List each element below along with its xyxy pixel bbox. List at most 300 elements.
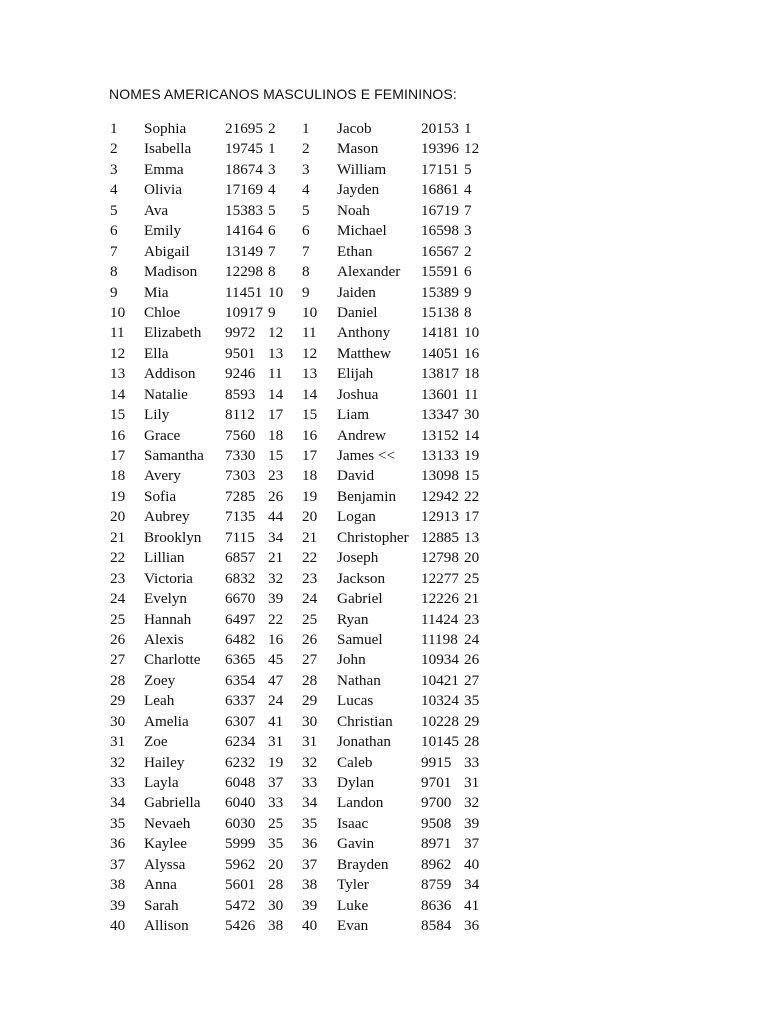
female-previous-rank: 12 xyxy=(268,324,284,342)
male-count: 10421 xyxy=(421,671,459,689)
female-name: Victoria xyxy=(144,569,193,587)
female-previous-rank: 17 xyxy=(268,406,284,424)
table-row xyxy=(0,773,768,793)
female-count: 8112 xyxy=(225,406,255,424)
female-name: Kaylee xyxy=(144,835,188,853)
male-rank: 2 xyxy=(302,140,310,158)
male-name: Gabriel xyxy=(337,590,383,608)
table-row xyxy=(0,303,768,323)
male-rank: 10 xyxy=(302,303,318,321)
female-name: Olivia xyxy=(144,181,182,199)
female-rank: 6 xyxy=(110,222,118,240)
female-previous-rank: 34 xyxy=(268,528,284,546)
table-row xyxy=(0,610,768,630)
male-rank: 27 xyxy=(302,651,318,669)
male-rank: 5 xyxy=(302,201,310,219)
female-name: Nevaeh xyxy=(144,814,191,832)
female-count: 6337 xyxy=(225,692,256,710)
female-count: 6354 xyxy=(225,671,256,689)
male-rank: 26 xyxy=(302,630,318,648)
male-count: 20153 xyxy=(421,120,459,137)
male-name: Landon xyxy=(337,794,384,812)
female-name: Alexis xyxy=(144,630,184,648)
male-previous-rank: 12 xyxy=(464,140,480,158)
female-name: Ella xyxy=(144,344,169,362)
female-rank: 25 xyxy=(110,610,126,628)
female-name: Grace xyxy=(144,426,181,444)
table-row xyxy=(0,589,768,609)
female-rank: 5 xyxy=(110,201,118,219)
male-count: 13601 xyxy=(421,385,459,403)
female-name: Charlotte xyxy=(144,651,201,669)
male-count: 11424 xyxy=(421,610,459,628)
male-name: Elijah xyxy=(337,365,374,383)
names-list xyxy=(0,119,768,937)
female-rank: 38 xyxy=(110,876,126,894)
female-name: Madison xyxy=(144,263,198,281)
female-previous-rank: 35 xyxy=(268,835,284,853)
male-rank: 21 xyxy=(302,528,318,546)
female-name: Evelyn xyxy=(144,590,188,608)
table-row xyxy=(0,487,768,507)
male-previous-rank: 30 xyxy=(464,406,480,424)
male-rank: 30 xyxy=(302,712,318,730)
female-count: 18674 xyxy=(225,160,263,178)
female-name: Gabriella xyxy=(144,794,201,812)
male-name: Evan xyxy=(337,917,369,935)
male-name: Joshua xyxy=(337,385,379,403)
male-rank: 3 xyxy=(302,160,310,178)
female-rank: 12 xyxy=(110,344,126,362)
female-name: Emma xyxy=(144,160,184,178)
female-name: Zoe xyxy=(144,733,168,751)
female-count: 9972 xyxy=(225,324,256,342)
table-row xyxy=(0,855,768,875)
female-rank: 35 xyxy=(110,814,126,832)
female-name: Sarah xyxy=(144,896,179,914)
male-previous-rank: 13 xyxy=(464,528,480,546)
male-rank: 40 xyxy=(302,917,318,935)
female-count: 10917 xyxy=(225,303,263,321)
female-previous-rank: 20 xyxy=(268,855,284,873)
table-row xyxy=(0,344,768,364)
male-rank: 13 xyxy=(302,365,318,383)
female-previous-rank: 22 xyxy=(268,610,284,628)
table-row xyxy=(0,569,768,589)
male-previous-rank: 22 xyxy=(464,487,480,505)
male-name: Alexander xyxy=(337,263,401,281)
male-name: Jackson xyxy=(337,569,386,587)
male-name: David xyxy=(337,467,375,485)
male-count: 9701 xyxy=(421,774,452,791)
male-previous-rank: 33 xyxy=(464,753,480,771)
male-rank: 16 xyxy=(302,426,318,444)
male-name: Luke xyxy=(337,896,369,914)
male-rank: 31 xyxy=(302,733,318,751)
female-previous-rank: 28 xyxy=(268,876,284,894)
female-previous-rank: 21 xyxy=(268,549,284,567)
female-previous-rank: 2 xyxy=(268,120,276,137)
male-rank: 35 xyxy=(302,814,318,832)
female-rank: 16 xyxy=(110,426,126,444)
male-previous-rank: 15 xyxy=(464,467,480,485)
male-rank: 17 xyxy=(302,447,318,464)
male-name: Dylan xyxy=(337,774,375,791)
table-row xyxy=(0,507,768,527)
female-count: 6832 xyxy=(225,569,256,587)
female-name: Avery xyxy=(144,467,181,485)
male-count: 16567 xyxy=(421,242,459,260)
female-name: Addison xyxy=(144,365,196,383)
table-row xyxy=(0,364,768,384)
male-name: Tyler xyxy=(337,876,369,894)
female-count: 7115 xyxy=(225,528,255,546)
female-rank: 29 xyxy=(110,692,126,710)
female-count: 7285 xyxy=(225,487,256,505)
male-name: Mason xyxy=(337,140,379,158)
male-name: Samuel xyxy=(337,630,383,648)
female-name: Natalie xyxy=(144,385,188,403)
female-previous-rank: 37 xyxy=(268,774,284,791)
female-rank: 22 xyxy=(110,549,126,567)
male-name: Christian xyxy=(337,712,393,730)
female-previous-rank: 39 xyxy=(268,590,284,608)
male-count: 9700 xyxy=(421,794,452,812)
female-previous-rank: 15 xyxy=(268,447,284,464)
female-previous-rank: 19 xyxy=(268,753,284,771)
male-rank: 29 xyxy=(302,692,318,710)
table-row xyxy=(0,446,768,466)
male-count: 9508 xyxy=(421,814,452,832)
male-count: 10934 xyxy=(421,651,459,669)
female-rank: 19 xyxy=(110,487,126,505)
male-rank: 1 xyxy=(302,120,310,137)
male-previous-rank: 8 xyxy=(464,303,472,321)
male-previous-rank: 25 xyxy=(464,569,480,587)
male-name: Ethan xyxy=(337,242,373,260)
female-count: 5426 xyxy=(225,917,256,935)
male-rank: 32 xyxy=(302,753,318,771)
male-name: Michael xyxy=(337,222,387,240)
female-count: 6857 xyxy=(225,549,256,567)
male-name: Christopher xyxy=(337,528,409,546)
table-row xyxy=(0,242,768,262)
female-name: Zoey xyxy=(144,671,176,689)
female-previous-rank: 9 xyxy=(268,303,276,321)
female-rank: 37 xyxy=(110,855,126,873)
table-row xyxy=(0,385,768,405)
female-rank: 9 xyxy=(110,283,118,301)
female-count: 6234 xyxy=(225,733,256,751)
female-previous-rank: 23 xyxy=(268,467,284,485)
female-count: 7303 xyxy=(225,467,256,485)
female-rank: 31 xyxy=(110,733,126,751)
female-previous-rank: 6 xyxy=(268,222,276,240)
male-count: 15389 xyxy=(421,283,459,301)
table-row xyxy=(0,834,768,854)
female-rank: 20 xyxy=(110,508,126,526)
female-rank: 26 xyxy=(110,630,126,648)
female-count: 15383 xyxy=(225,201,263,219)
female-rank: 18 xyxy=(110,467,126,485)
male-count: 12885 xyxy=(421,528,459,546)
female-previous-rank: 11 xyxy=(268,365,283,383)
male-rank: 4 xyxy=(302,181,310,199)
female-count: 6670 xyxy=(225,590,256,608)
table-row xyxy=(0,528,768,548)
male-name: Jayden xyxy=(337,181,380,199)
female-name: Layla xyxy=(144,774,179,791)
male-name: Liam xyxy=(337,406,370,424)
female-rank: 13 xyxy=(110,365,126,383)
male-count: 15591 xyxy=(421,263,459,281)
male-rank: 24 xyxy=(302,590,318,608)
male-name: Benjamin xyxy=(337,487,397,505)
male-count: 16719 xyxy=(421,201,459,219)
female-previous-rank: 16 xyxy=(268,630,284,648)
male-previous-rank: 6 xyxy=(464,263,472,281)
female-previous-rank: 25 xyxy=(268,814,284,832)
female-name: Allison xyxy=(144,917,189,935)
page-title: NOMES AMERICANOS MASCULINOS E FEMININOS: xyxy=(109,86,457,102)
male-previous-rank: 14 xyxy=(464,426,480,444)
table-row xyxy=(0,283,768,303)
female-previous-rank: 7 xyxy=(268,242,276,260)
female-count: 21695 xyxy=(225,120,263,137)
female-previous-rank: 33 xyxy=(268,794,284,812)
male-name: Logan xyxy=(337,508,376,526)
female-count: 6482 xyxy=(225,630,256,648)
male-count: 13152 xyxy=(421,426,459,444)
female-previous-rank: 18 xyxy=(268,426,284,444)
table-row xyxy=(0,650,768,670)
male-previous-rank: 11 xyxy=(464,385,479,403)
male-count: 11198 xyxy=(421,630,458,648)
male-rank: 25 xyxy=(302,610,318,628)
male-count: 8971 xyxy=(421,835,452,853)
female-rank: 21 xyxy=(110,528,126,546)
male-previous-rank: 2 xyxy=(464,242,472,260)
female-name: Brooklyn xyxy=(144,528,202,546)
male-previous-rank: 7 xyxy=(464,201,472,219)
male-count: 15138 xyxy=(421,303,459,321)
female-count: 9246 xyxy=(225,365,256,383)
male-count: 14051 xyxy=(421,344,459,362)
male-previous-rank: 28 xyxy=(464,733,480,751)
male-previous-rank: 24 xyxy=(464,630,480,648)
male-rank: 19 xyxy=(302,487,318,505)
female-rank: 40 xyxy=(110,917,126,935)
female-name: Elizabeth xyxy=(144,324,202,342)
male-rank: 23 xyxy=(302,569,318,587)
male-count: 12942 xyxy=(421,487,459,505)
male-name: Joseph xyxy=(337,549,379,567)
female-rank: 34 xyxy=(110,794,126,812)
female-previous-rank: 4 xyxy=(268,181,276,199)
male-previous-rank: 34 xyxy=(464,876,480,894)
female-previous-rank: 32 xyxy=(268,569,284,587)
male-count: 8962 xyxy=(421,855,452,873)
female-rank: 33 xyxy=(110,774,126,791)
female-previous-rank: 3 xyxy=(268,160,276,178)
female-count: 8593 xyxy=(225,385,256,403)
female-rank: 1 xyxy=(110,120,118,137)
female-previous-rank: 41 xyxy=(268,712,284,730)
male-count: 13098 xyxy=(421,467,459,485)
female-rank: 11 xyxy=(110,324,125,342)
table-row xyxy=(0,916,768,936)
male-previous-rank: 21 xyxy=(464,590,480,608)
male-previous-rank: 10 xyxy=(464,324,480,342)
male-previous-rank: 40 xyxy=(464,855,480,873)
male-previous-rank: 23 xyxy=(464,610,480,628)
table-row xyxy=(0,732,768,752)
male-name: Ryan xyxy=(337,610,369,628)
female-name: Abigail xyxy=(144,242,190,260)
male-previous-rank: 19 xyxy=(464,447,480,464)
male-name: Nathan xyxy=(337,671,381,689)
male-rank: 12 xyxy=(302,344,318,362)
female-rank: 15 xyxy=(110,406,126,424)
female-name: Hannah xyxy=(144,610,192,628)
male-name: Brayden xyxy=(337,855,389,873)
female-previous-rank: 45 xyxy=(268,651,284,669)
male-rank: 9 xyxy=(302,283,310,301)
female-previous-rank: 26 xyxy=(268,487,284,505)
female-name: Chloe xyxy=(144,303,181,321)
female-rank: 2 xyxy=(110,140,118,158)
male-name: Daniel xyxy=(337,303,378,321)
female-name: Sofia xyxy=(144,487,177,505)
male-count: 13347 xyxy=(421,406,459,424)
female-name: Leah xyxy=(144,692,175,710)
female-name: Anna xyxy=(144,876,177,894)
female-count: 7135 xyxy=(225,508,256,526)
female-count: 5472 xyxy=(225,896,256,914)
table-row xyxy=(0,753,768,773)
female-count: 6040 xyxy=(225,794,256,812)
table-row xyxy=(0,160,768,180)
male-rank: 14 xyxy=(302,385,318,403)
female-rank: 3 xyxy=(110,160,118,178)
table-row xyxy=(0,793,768,813)
table-row xyxy=(0,201,768,221)
female-count: 5999 xyxy=(225,835,256,853)
male-previous-rank: 5 xyxy=(464,160,472,178)
female-count: 6365 xyxy=(225,651,256,669)
male-count: 12913 xyxy=(421,508,459,526)
male-rank: 38 xyxy=(302,876,318,894)
table-row xyxy=(0,139,768,159)
male-count: 13817 xyxy=(421,365,459,383)
table-row xyxy=(0,896,768,916)
male-rank: 18 xyxy=(302,467,318,485)
female-count: 7330 xyxy=(225,447,256,464)
male-name: Andrew xyxy=(337,426,386,444)
male-count: 9915 xyxy=(421,753,452,771)
table-row xyxy=(0,405,768,425)
male-rank: 22 xyxy=(302,549,318,567)
female-previous-rank: 10 xyxy=(268,283,284,301)
male-name: Gavin xyxy=(337,835,375,853)
male-name: John xyxy=(337,651,366,669)
female-count: 6048 xyxy=(225,774,256,791)
female-name: Alyssa xyxy=(144,855,186,873)
male-count: 12277 xyxy=(421,569,459,587)
male-previous-rank: 31 xyxy=(464,774,480,791)
female-name: Aubrey xyxy=(144,508,190,526)
female-rank: 39 xyxy=(110,896,126,914)
male-previous-rank: 3 xyxy=(464,222,472,240)
female-rank: 14 xyxy=(110,385,126,403)
female-count: 7560 xyxy=(225,426,256,444)
female-count: 12298 xyxy=(225,263,263,281)
table-row xyxy=(0,119,768,139)
table-row xyxy=(0,221,768,241)
table-row xyxy=(0,180,768,200)
female-previous-rank: 13 xyxy=(268,344,284,362)
female-previous-rank: 1 xyxy=(268,140,276,158)
male-name: Jonathan xyxy=(337,733,391,751)
female-rank: 8 xyxy=(110,263,118,281)
female-name: Ava xyxy=(144,201,169,219)
table-row xyxy=(0,691,768,711)
male-name: Jaiden xyxy=(337,283,376,301)
male-name: Isaac xyxy=(337,814,369,832)
male-count: 12226 xyxy=(421,590,459,608)
female-name: Isabella xyxy=(144,140,192,158)
male-rank: 36 xyxy=(302,835,318,853)
male-previous-rank: 37 xyxy=(464,835,480,853)
female-count: 13149 xyxy=(225,242,263,260)
female-count: 6497 xyxy=(225,610,256,628)
table-row xyxy=(0,548,768,568)
male-count: 8636 xyxy=(421,896,452,914)
table-row xyxy=(0,671,768,691)
table-row xyxy=(0,262,768,282)
male-previous-rank: 27 xyxy=(464,671,480,689)
female-previous-rank: 14 xyxy=(268,385,284,403)
male-name: Noah xyxy=(337,201,370,219)
female-previous-rank: 47 xyxy=(268,671,284,689)
female-name: Amelia xyxy=(144,712,189,730)
male-count: 10145 xyxy=(421,733,459,751)
table-row xyxy=(0,466,768,486)
male-rank: 8 xyxy=(302,263,310,281)
male-rank: 20 xyxy=(302,508,318,526)
male-count: 8584 xyxy=(421,917,452,935)
male-rank: 11 xyxy=(302,324,317,342)
female-previous-rank: 8 xyxy=(268,263,276,281)
male-name: James << xyxy=(337,447,396,464)
female-rank: 30 xyxy=(110,712,126,730)
male-rank: 15 xyxy=(302,406,318,424)
male-count: 13133 xyxy=(421,447,459,464)
male-name: Caleb xyxy=(337,753,373,771)
female-name: Lily xyxy=(144,406,170,424)
male-count: 8759 xyxy=(421,876,452,894)
male-count: 10324 xyxy=(421,692,459,710)
female-rank: 7 xyxy=(110,242,118,260)
male-previous-rank: 41 xyxy=(464,896,480,914)
female-count: 5962 xyxy=(225,855,256,873)
male-rank: 28 xyxy=(302,671,318,689)
male-rank: 7 xyxy=(302,242,310,260)
female-previous-rank: 24 xyxy=(268,692,284,710)
female-name: Emily xyxy=(144,222,182,240)
male-previous-rank: 29 xyxy=(464,712,480,730)
table-row xyxy=(0,323,768,343)
